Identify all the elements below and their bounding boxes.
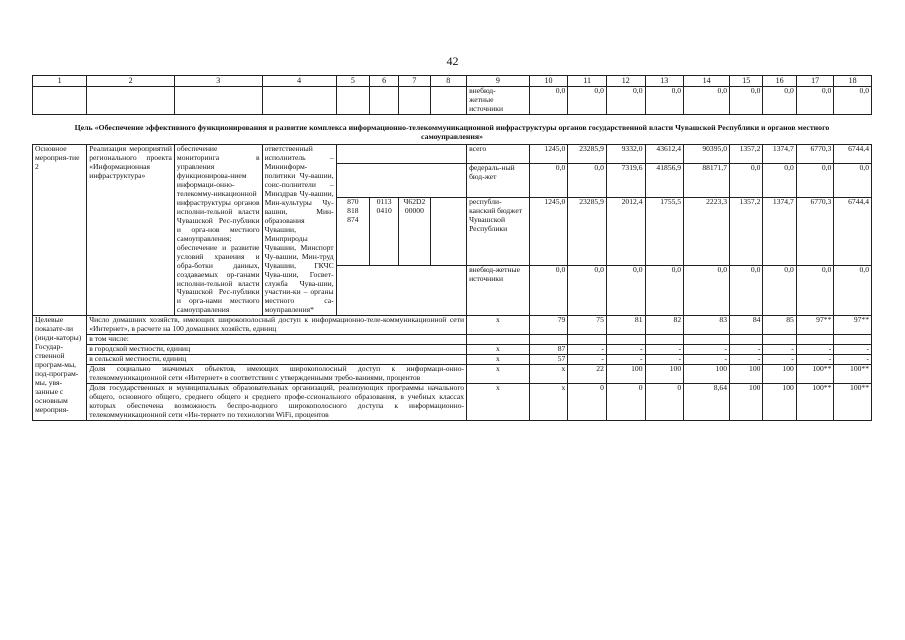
value-cell: 100 [763,365,796,384]
value-cell: 6770,3 [796,145,834,163]
value-cell: 1357,2 [730,145,763,163]
value-cell: 41856,9 [645,163,684,198]
indicator-text: Число домашних хозяйств, имеющих широкополосный доступ к информационно-теле-коммуникационной сети «Интернет», в расчете на 100 домашних хозяйств, единиц [87,316,467,335]
value-cell: x [529,365,568,384]
value-cell: 100** [834,384,872,421]
header-row [33,76,872,87]
page-number: 42 [446,54,459,68]
value-cell: x [467,384,530,421]
indicator-text: в сельской местности, единиц [87,355,467,365]
value-cell: 100 [684,365,730,384]
value-cell: 0,0 [568,163,607,198]
value-cell: 1755,5 [645,198,684,266]
value-cell [606,335,645,345]
column-header: 6 [370,76,399,87]
value-cell: 0,0 [796,163,834,198]
value-cell [763,335,796,345]
value-cell: 100 [730,365,763,384]
value-cell: 0,0 [763,266,796,316]
value-cell: - [763,345,796,355]
value-cell: 22 [568,365,607,384]
value-cell [529,335,568,345]
value-cell: 0,0 [796,87,834,115]
program-table [32,75,872,421]
empty-cell [87,87,175,115]
indicator-text: в том числе: [87,335,467,345]
value-cell: 90395,0 [684,145,730,163]
value-cell: 100** [796,365,834,384]
value-cell: - [606,345,645,355]
value-cell: x [529,384,568,421]
value-cell: 100** [796,384,834,421]
value-cell: 1374,7 [763,145,796,163]
value-cell: 75 [568,316,607,335]
column-header: 13 [645,76,684,87]
value-cell: 83 [684,316,730,335]
event-name: Реализация мероприятий регионального проекта «Информационная инфраструктура» [87,145,175,316]
value-cell: 100** [834,365,872,384]
value-cell: 43612,4 [645,145,684,163]
value-cell: 100 [606,365,645,384]
value-cell: 1374,7 [763,198,796,266]
value-cell: - [730,345,763,355]
value-cell: x [467,316,530,335]
value-cell: 0,0 [568,87,607,115]
value-cell: 0,0 [730,163,763,198]
value-cell: 0 [645,384,684,421]
indicator-row [33,355,872,365]
value-cell [730,335,763,345]
value-cell: 0,0 [529,87,568,115]
column-header: 17 [796,76,834,87]
goal-row [33,114,872,144]
column-header: 18 [834,76,872,87]
value-cell: 97** [796,316,834,335]
csr-code: Ч62D2 00000 [399,198,430,266]
value-cell: 2223,3 [684,198,730,266]
value-cell [834,335,872,345]
column-header: 4 [262,76,336,87]
value-cell: - [834,345,872,355]
column-header: 16 [763,76,796,87]
empty-cell [430,87,467,115]
value-cell: - [730,355,763,365]
value-cell: - [796,355,834,365]
empty-cell [336,266,466,316]
value-cell: - [645,355,684,365]
value-cell: x [467,365,530,384]
value-cell: 0,0 [529,266,568,316]
event-executors: ответственный исполнитель – Мининформ-политики Чу-вашии, соис-полнители – Минздрав Чу-вашии, Мин-культуры Чу-вашии, Мин-образования Чувашии, Минприроды Чувашии, Минспорт Чу-вашии, Мин-труд Чувашии, ГКЧС Чува-шии, Госвет-служба Чува-шии, участни-ки – органы местного са-моуправления* [262,145,336,316]
event-type: Основное мероприя-тие 2 [33,145,87,316]
value-cell: 0,0 [730,266,763,316]
rzpr-code: 0113 0410 [370,198,399,266]
value-cell: 23285,9 [568,198,607,266]
continuation-row [33,87,872,115]
column-header: 3 [174,76,262,87]
value-cell: 97** [834,316,872,335]
value-cell: - [834,355,872,365]
column-header: 9 [467,76,530,87]
value-cell: 84 [730,316,763,335]
column-header: 14 [684,76,730,87]
value-cell: 0,0 [796,266,834,316]
value-cell: 0,0 [763,87,796,115]
value-cell: 6744,4 [834,145,872,163]
value-cell: 0,0 [645,87,684,115]
column-header: 5 [336,76,369,87]
value-cell: 0,0 [763,163,796,198]
value-cell: 85 [763,316,796,335]
event-row [33,145,872,163]
empty-cell [336,163,466,198]
empty-cell [399,87,430,115]
event-goal: обеспечение мониторинга в управления функционирова-нием информаци-онно-телекомму-никационной инфраструктуры органов исполни-тельной власти Чувашской Рес-публики и орга-нов местного самоуправления; обеспечение и развитие условий хранения и обра-ботки данных, создаваемых ор-ганами исполни-тельной власти Чувашской Рес-публики и орга-нами местного самоуправления [174,145,262,316]
value-cell: 0,0 [834,163,872,198]
value-cell [796,335,834,345]
column-header: 2 [87,76,175,87]
value-cell: 1245,0 [529,198,568,266]
value-cell [568,335,607,345]
value-cell [467,335,530,345]
grbs-code: 870 818 874 [336,198,369,266]
goal-heading: Цель «Обеспечение эффективного функционирования и развитие комплекса информационно-телекоммуникационной инфраструктуры органов государственной власти Чувашской Республики и органов местного самоуправления» [33,114,872,144]
column-header: 12 [606,76,645,87]
empty-cell [336,87,369,115]
indicator-text: Доля государственных и муниципальных образовательных организаций, реализующих программы начального общего, основного общего, среднего общего и среднего профе-ссионального образования, в учебных классах которых обеспечена возможность беспро-водного широкополосного доступа к информационно-телекоммуникационной сети «Ин-тернет» по технологии WiFi, процентов [87,384,467,421]
indicator-row [33,345,872,355]
empty-cell [370,87,399,115]
value-cell: 0,0 [606,266,645,316]
value-cell: x [467,345,530,355]
funding-source: всего [467,145,530,163]
value-cell: 0,0 [834,87,872,115]
value-cell: 0,0 [645,266,684,316]
value-cell: 1357,2 [730,198,763,266]
value-cell: 0,0 [529,163,568,198]
value-cell: - [684,355,730,365]
value-cell: 23285,9 [568,145,607,163]
value-cell: 0,0 [684,87,730,115]
value-cell: 0,0 [606,87,645,115]
value-cell: 9332,0 [606,145,645,163]
indicator-row [33,365,872,384]
indicator-row [33,384,872,421]
funding-source: внебюд-жетные источники [467,266,530,316]
empty-cell [430,198,467,266]
value-cell: 100 [730,384,763,421]
value-cell: 0 [568,384,607,421]
value-cell: 100 [645,365,684,384]
value-cell [684,335,730,345]
column-header: 8 [430,76,467,87]
value-cell: - [763,355,796,365]
empty-cell [262,87,336,115]
value-cell: 100 [763,384,796,421]
value-cell: 88171,7 [684,163,730,198]
value-cell: - [796,345,834,355]
empty-cell [336,145,466,163]
value-cell: 0,0 [568,266,607,316]
value-cell: 0 [606,384,645,421]
value-cell: - [645,345,684,355]
value-cell: 82 [645,316,684,335]
value-cell: - [568,345,607,355]
column-header: 11 [568,76,607,87]
funding-source: республи-канский бюджет Чувашской Республики [467,198,530,266]
value-cell: - [568,355,607,365]
empty-cell [174,87,262,115]
value-cell: 6770,3 [796,198,834,266]
value-cell: 8,64 [684,384,730,421]
indicators-label: Целевые показате-ли (инди-каторы) Государ-ственной програм-мы, под-програм-мы, увя-занные с основным мероприя- [33,316,87,420]
value-cell: - [684,345,730,355]
value-cell: - [606,355,645,365]
value-cell: 2012,4 [606,198,645,266]
column-header: 15 [730,76,763,87]
value-cell: 81 [606,316,645,335]
column-header: 7 [399,76,430,87]
value-cell: 57 [529,355,568,365]
value-cell: 87 [529,345,568,355]
indicator-text: в городской местности, единиц [87,345,467,355]
value-cell: x [467,355,530,365]
value-cell: 0,0 [684,266,730,316]
column-header: 10 [529,76,568,87]
value-cell: 6744,4 [834,198,872,266]
value-cell: 79 [529,316,568,335]
indicator-row [33,335,872,345]
column-header: 1 [33,76,87,87]
indicator-row [33,316,872,335]
value-cell: 1245,0 [529,145,568,163]
funding-source: внебюд- жетные источники [467,87,530,115]
value-cell: 0,0 [730,87,763,115]
indicator-text: Доля социально значимых объектов, имеющих широкополосный доступ к информаци-онно-телекоммуникационной сети «Интернет» в соответствии с утвержденными требо-ваниями, процентов [87,365,467,384]
funding-source: федераль-ный бюд-жет [467,163,530,198]
value-cell [645,335,684,345]
value-cell: 7319,6 [606,163,645,198]
empty-cell [33,87,87,115]
value-cell: 0,0 [834,266,872,316]
